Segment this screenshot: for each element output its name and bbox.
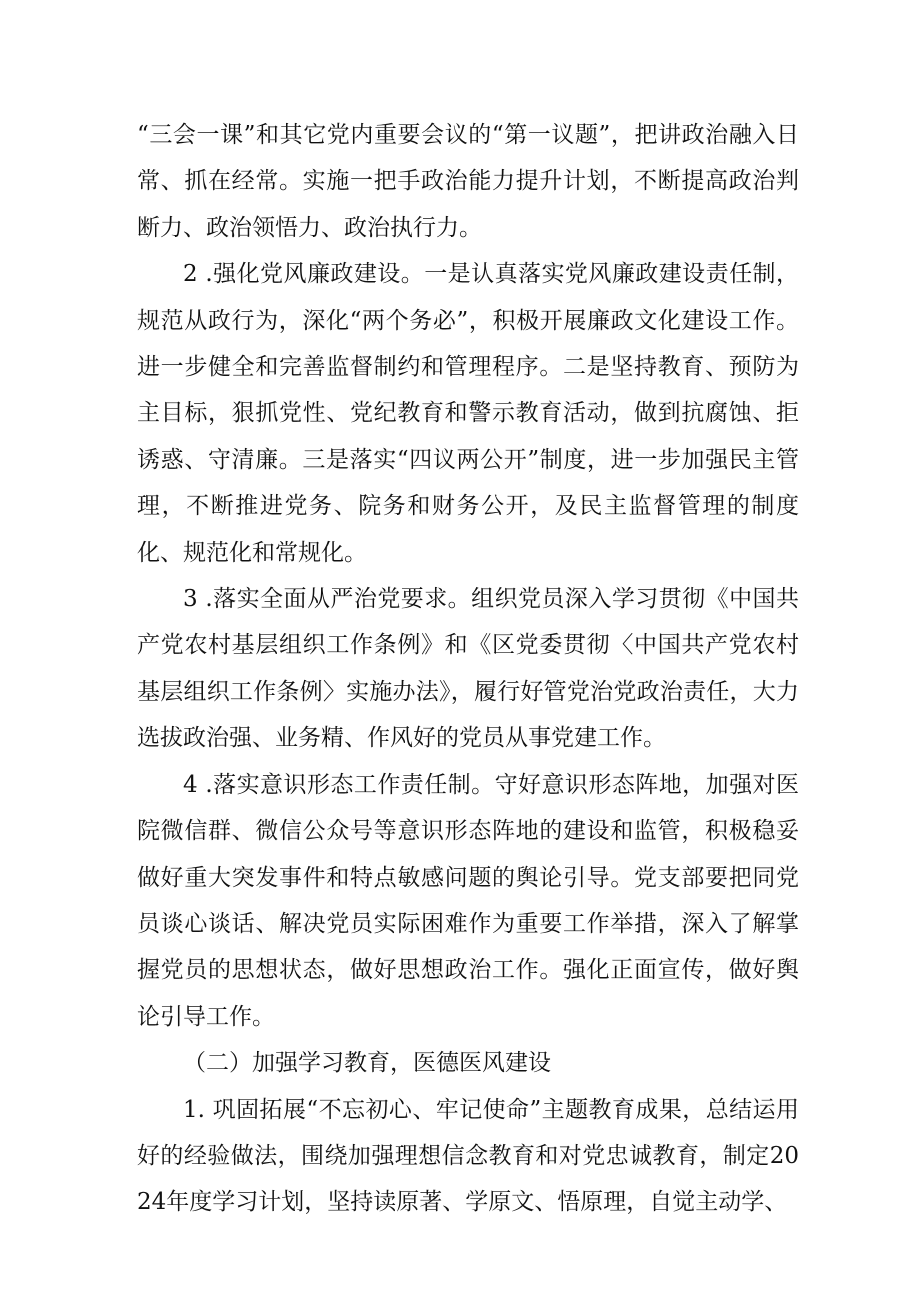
paragraph-item-1-theme-education: 1. 巩固拓展“不忘初心、牢记使命”主题教育成果，总结运用好的经验做法，围绕加强理想信念教育和对党忠诚教育，制定2024年度学习计划，坚持读原著、学原文、悟原理，自觉主动学、 bbox=[137, 1096, 799, 1216]
document-body bbox=[137, 112, 799, 1226]
paragraph-item-3-strict-governance: 3 .落实全面从严治党要求。组织党员深入学习贯彻《中国共产党农村基层组织工作条例》和《区党委贯彻〈中国共产党农村基层组织工作条例〉实施办法》，履行好管党治党政治责任，大力选拔政治强、业务精、作风好的党员从事党建工作。 bbox=[137, 586, 799, 752]
paragraph-item-2-party-integrity: 2 .强化党风廉政建设。一是认真落实党风廉政建设责任制，规范从政行为，深化“两个务必”，积极开展廉政文化建设工作。进一步健全和完善监督制约和管理程序。二是坚持教育、预防为主目标，狠抓党性、党纪教育和警示教育活动，做到抗腐蚀、拒诱惑、守清廉。三是落实“四议两公开”制度，进一步加强民主管理，不断推进党务、院务和财务公开，及民主监督管理的制度化、规范化和常规化。 bbox=[137, 261, 799, 566]
paragraph-item-4-ideology-responsibility: 4 .落实意识形态工作责任制。守好意识形态阵地，加强对医院微信群、微信公众号等意识形态阵地的建设和监管，积极稳妥做好重大突发事件和特点敏感问题的舆论引导。党支部要把同党员谈心谈话、解决党员实际困难作为重要工作举措，深入了解掌握党员的思想状态，做好思想政治工作。强化正面宣传，做好舆论引导工作。 bbox=[137, 771, 799, 1030]
paragraph-continuation: “三会一课”和其它党内重要会议的“第一议题”，把讲政治融入日常、抓在经常。实施一把手政治能力提升计划，不断提高政治判断力、政治领悟力、政治执行力。 bbox=[137, 122, 799, 241]
section-heading-2: （二）加强学习教育，医德医风建设 bbox=[183, 1050, 551, 1077]
